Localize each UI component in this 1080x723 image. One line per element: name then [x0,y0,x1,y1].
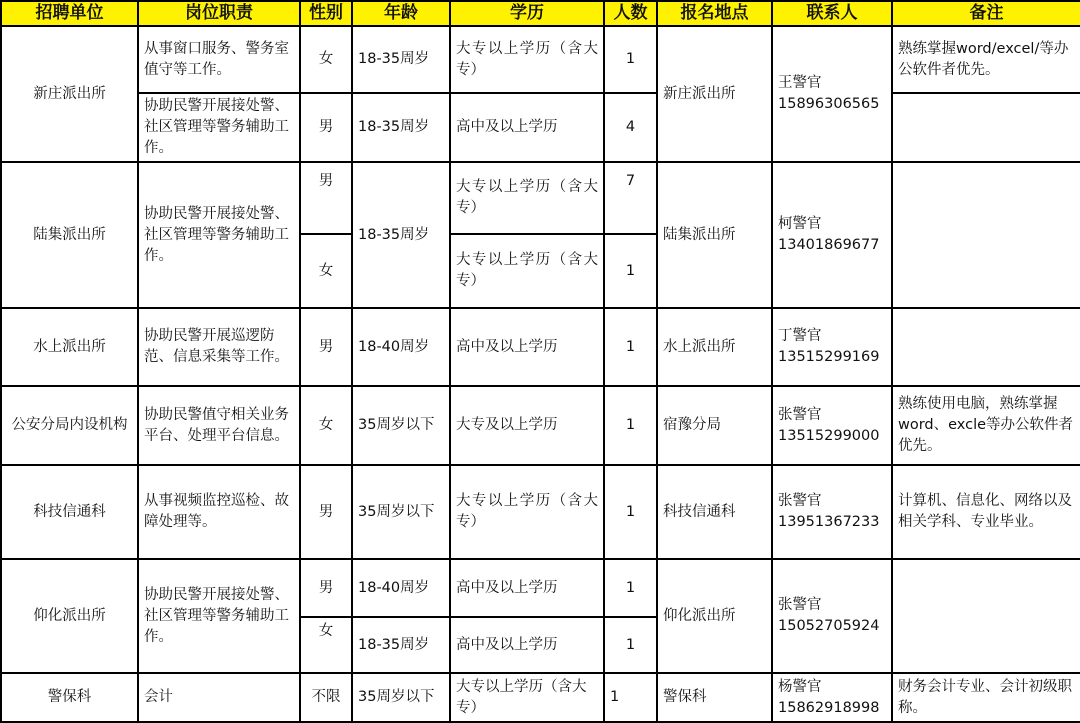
contact-phone: 13515299169 [778,349,880,365]
location-cell: 警保科 [657,673,772,722]
gender-cell: 女 [300,386,352,465]
unit-cell: 公安分局内设机构 [1,386,138,465]
count-cell: 1 [604,673,657,722]
location-cell: 科技信通科 [657,465,772,559]
duty-cell: 会计 [138,673,300,722]
age-cell: 18-35周岁 [352,93,450,162]
gender-cell: 男 [300,308,352,386]
gender-cell: 男 [300,162,352,234]
contact-name: 杨警官 [778,678,822,695]
count-cell: 1 [604,465,657,559]
header-unit: 招聘单位 [1,1,138,26]
location-cell: 陆集派出所 [657,162,772,308]
contact-phone: 13515299000 [778,427,880,444]
duty-cell: 协助民警开展接处警、社区管理等警务辅助工作。 [138,559,300,673]
education-cell: 大专以上学历（含大专） [450,673,604,722]
contact-name: 王警官 [778,75,822,91]
duty-cell: 协助民警开展巡逻防范、信息采集等工作。 [138,308,300,386]
remark-cell: 熟练使用电脑，熟练掌握word、excle等办公软件者优先。 [892,386,1080,465]
age-cell: 18-35周岁 [352,26,450,93]
count-cell: 1 [604,386,657,465]
duty-cell: 从事视频监控巡检、故障处理等。 [138,465,300,559]
unit-cell: 水上派出所 [1,308,138,386]
count-cell: 1 [604,26,657,93]
education-cell: 大专以上学历（含大专） [450,162,604,234]
education-cell: 大专及以上学历 [450,386,604,465]
age-cell: 35周岁以下 [352,673,450,722]
contact-phone: 13401869677 [778,237,880,253]
count-cell: 1 [604,559,657,617]
count-cell: 1 [604,234,657,308]
header-education: 学历 [450,1,604,26]
gender-cell: 不限 [300,673,352,722]
contact-cell [772,26,892,162]
header-duty: 岗位职责 [138,1,300,26]
count-cell: 1 [604,617,657,673]
contact-cell [772,308,892,386]
duty-cell: 协助民警开展接处警、社区管理等警务辅助工作。 [138,93,300,162]
education-cell: 大专以上学历（含大专） [450,234,604,308]
gender-cell: 男 [300,93,352,162]
age-cell: 18-35周岁 [352,617,450,673]
remark-cell [892,308,1080,386]
gender-cell: 男 [300,465,352,559]
location-cell: 水上派出所 [657,308,772,386]
header-row [1,1,1080,26]
unit-cell: 科技信通科 [1,465,138,559]
contact-cell [772,559,892,673]
header-location: 报名地点 [657,1,772,26]
location-cell: 仰化派出所 [657,559,772,673]
header-remark: 备注 [892,1,1080,26]
remark-cell [892,162,1080,308]
education-cell: 大专以上学历（含大专） [450,465,604,559]
header-age: 年龄 [352,1,450,26]
contact-cell [772,386,892,465]
duty-cell: 从事窗口服务、警务室值守等工作。 [138,26,300,93]
table-row [1,465,1080,559]
contact-cell [772,673,892,722]
education-cell: 高中及以上学历 [450,559,604,617]
contact-name: 丁警官 [778,328,822,344]
table-row [1,26,1080,93]
table-row [1,673,1080,722]
remark-cell [892,93,1080,162]
duty-cell: 协助民警开展接处警、社区管理等警务辅助工作。 [138,162,300,308]
contact-name: 张警官 [778,493,822,509]
remark-cell [892,559,1080,673]
age-cell: 35周岁以下 [352,386,450,465]
duty-cell: 协助民警值守相关业务平台、处理平台信息。 [138,386,300,465]
unit-cell: 新庄派出所 [1,26,138,162]
gender-cell: 女 [300,234,352,308]
table-row [1,386,1080,465]
gender-cell: 女 [300,26,352,93]
contact-phone: 15862918998 [778,699,880,716]
contact-phone: 15052705924 [778,618,880,634]
table-row [1,162,1080,234]
age-cell: 35周岁以下 [352,465,450,559]
gender-cell: 女 [300,617,352,673]
contact-cell [772,162,892,308]
contact-name: 张警官 [778,406,822,423]
location-cell: 宿豫分局 [657,386,772,465]
contact-name: 柯警官 [778,216,822,232]
count-cell: 4 [604,93,657,162]
unit-cell: 警保科 [1,673,138,722]
unit-cell: 陆集派出所 [1,162,138,308]
header-contact: 联系人 [772,1,892,26]
table-row [1,308,1080,386]
age-cell: 18-35周岁 [352,162,450,308]
age-cell: 18-40周岁 [352,308,450,386]
education-cell: 高中及以上学历 [450,93,604,162]
count-cell: 7 [604,162,657,234]
table-row [1,559,1080,617]
education-cell: 大专以上学历（含大专） [450,26,604,93]
education-cell: 高中及以上学历 [450,308,604,386]
table-row [1,93,1080,162]
remark-cell: 熟练掌握word/excel/等办公软件者优先。 [892,26,1080,93]
contact-phone: 15896306565 [778,96,880,112]
remark-cell: 计算机、信息化、网络以及相关学科、专业毕业。 [892,465,1080,559]
remark-cell: 财务会计专业、会计初级职称。 [892,673,1080,722]
gender-cell: 男 [300,559,352,617]
education-cell: 高中及以上学历 [450,617,604,673]
contact-phone: 13951367233 [778,514,880,530]
unit-cell: 仰化派出所 [1,559,138,673]
count-cell: 1 [604,308,657,386]
contact-cell [772,465,892,559]
age-cell: 18-40周岁 [352,559,450,617]
header-count: 人数 [604,1,657,26]
contact-name: 张警官 [778,597,822,613]
location-cell: 新庄派出所 [657,26,772,162]
header-gender: 性别 [300,1,352,26]
